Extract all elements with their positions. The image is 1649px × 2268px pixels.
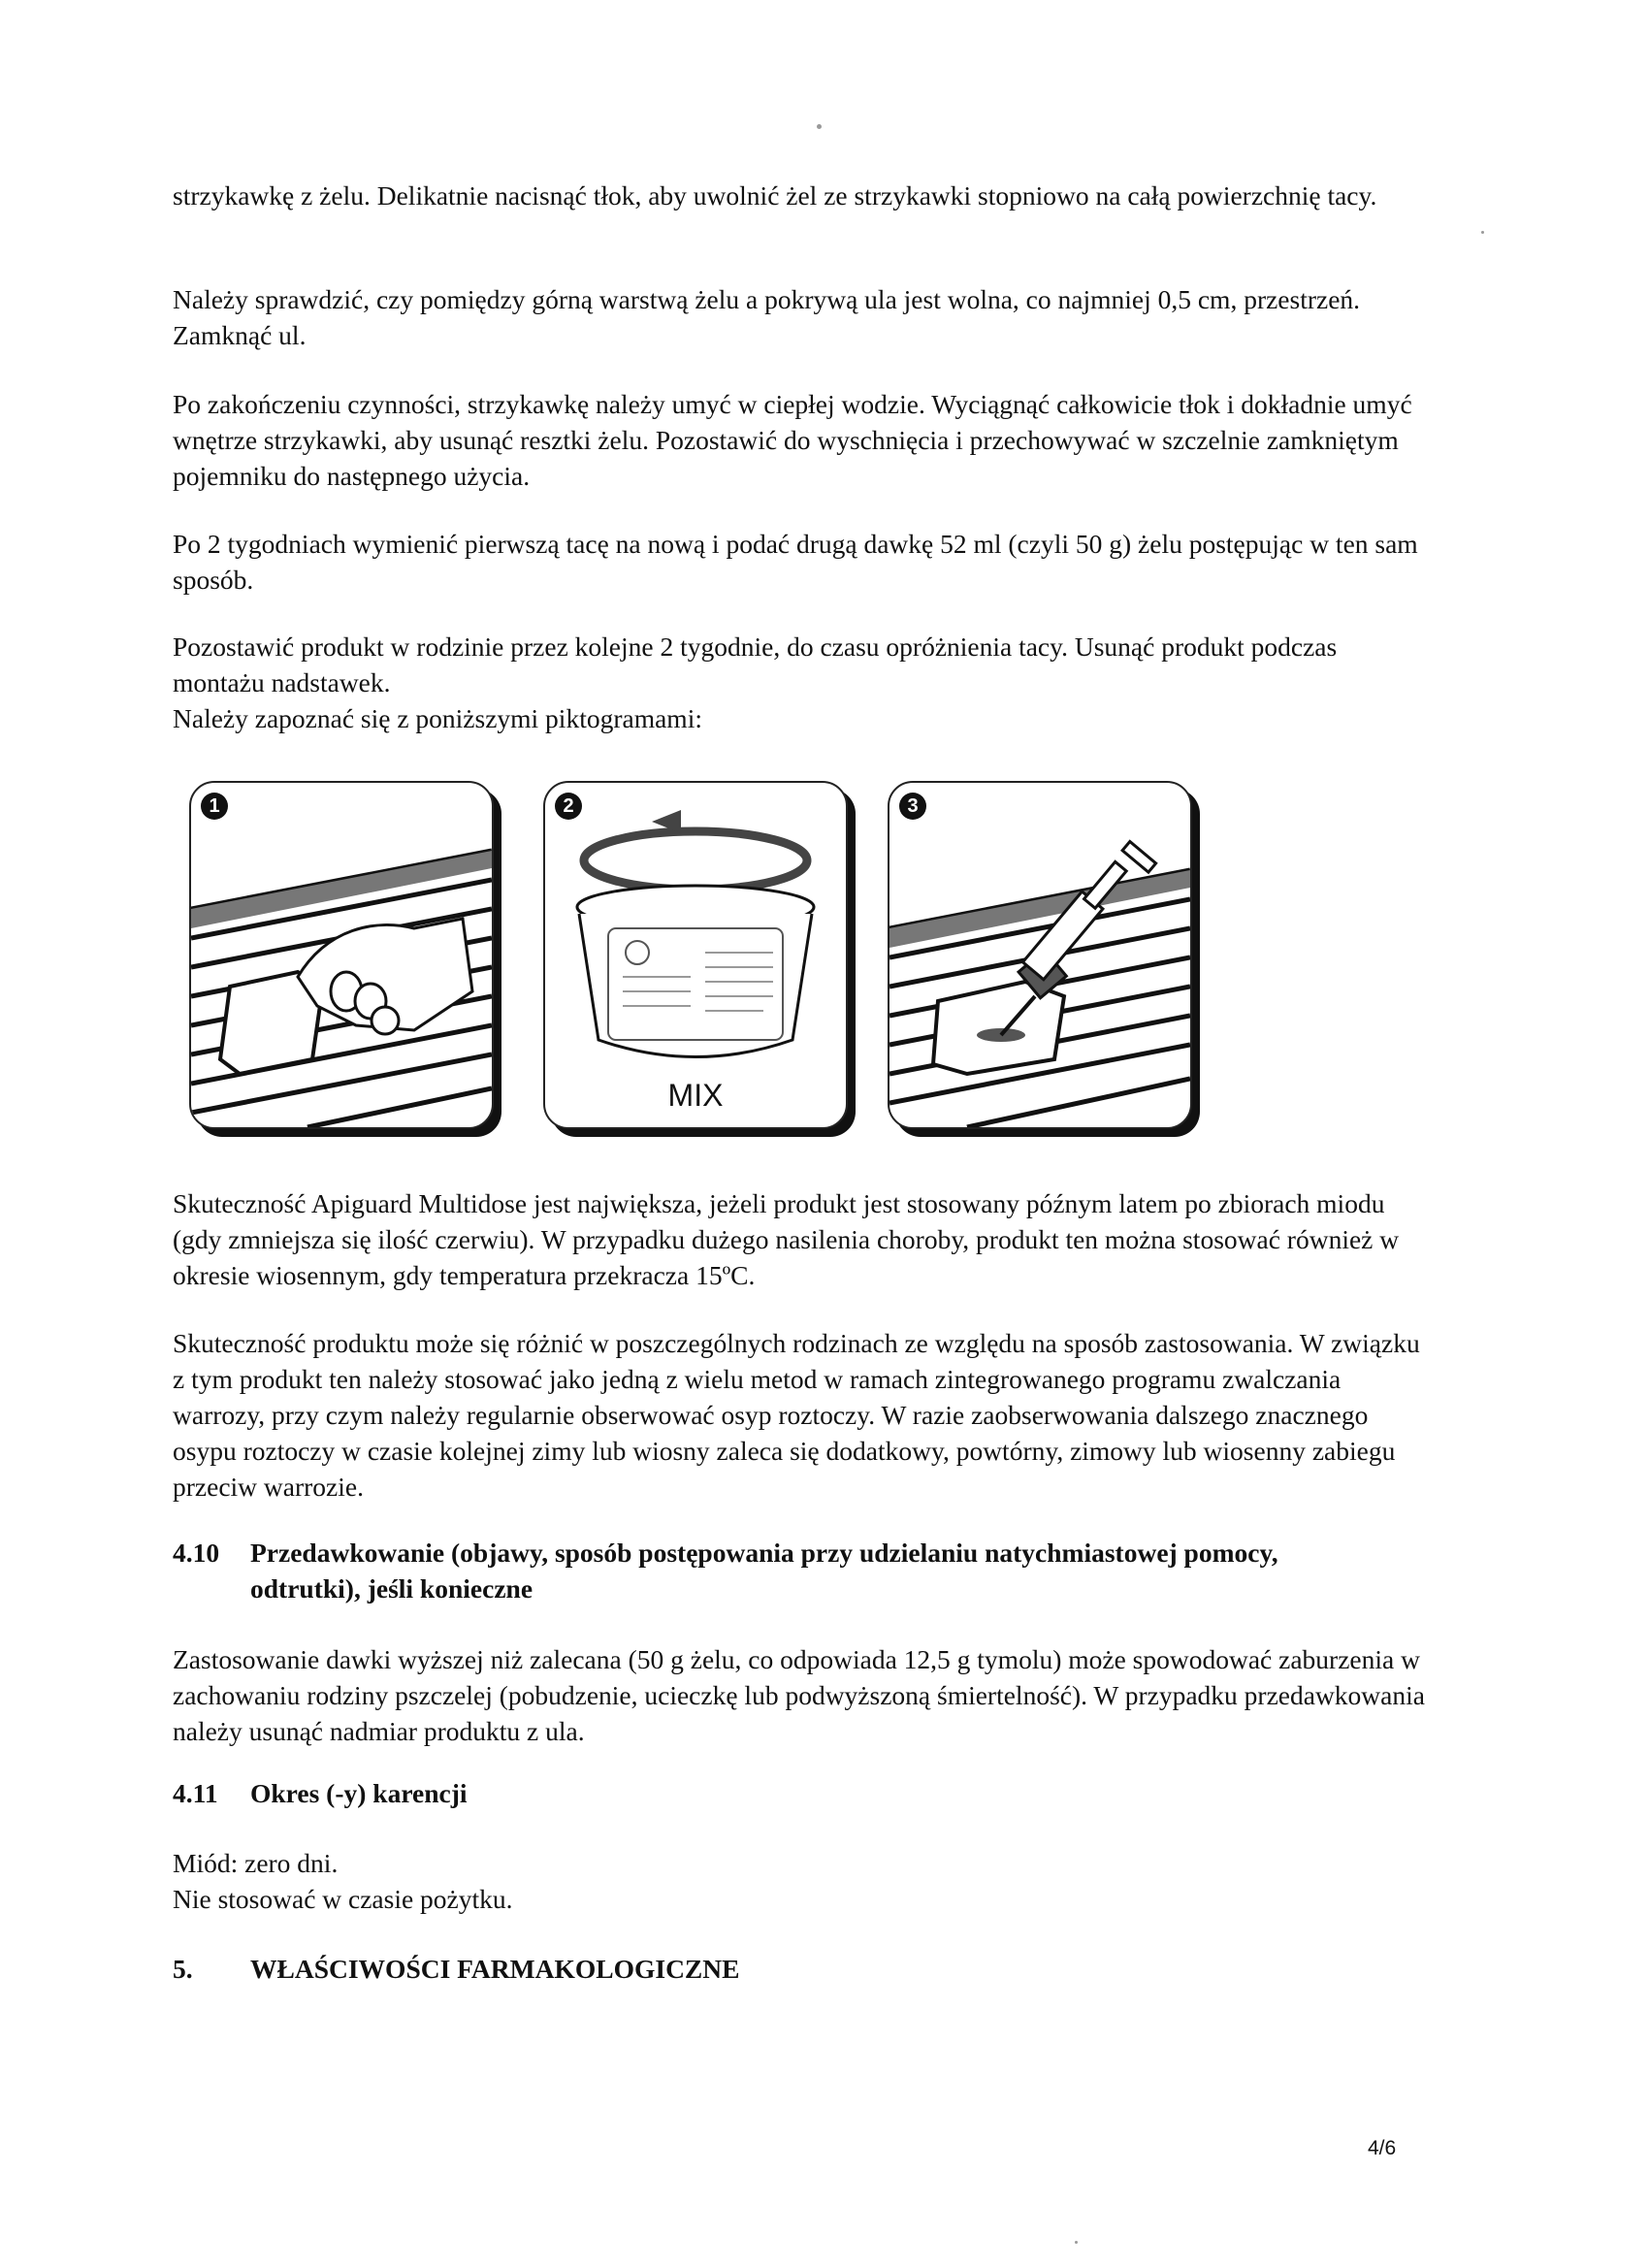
- step-number-badge: 2: [555, 793, 582, 820]
- mix-caption: MIX: [667, 1078, 724, 1113]
- paragraph-leave-product: Pozostawić produkt w rodzinie przez kolejne 2 tygodnie, do czasu opróżnienia tacy. Usunąć produkt podczas montażu nadstawek.: [173, 632, 1338, 697]
- section-5-heading: [173, 1951, 1463, 1987]
- section-title: Okres (-y) karencji: [250, 1778, 468, 1808]
- paragraph-variability: Skuteczność produktu może się różnić w poszczególnych rodzinach ze względu na sposób zastosowania. W związku z tym produkt ten należy stosować jako jedną z wielu metod w ramach zintegrowanego programu zwalczania warrozy, przy czym należy regularnie obserwować osyp roztoczy. W razie zaobserwowania dalszego znacznego osypu roztoczy w czasie kolejnej zimy lub wiosny zaleca się dodatkowy, powtórny, zimowy lub wiosenny zabiegu przeciw warrozie.: [173, 1328, 1420, 1502]
- paragraph-overdose: Zastosowanie dawki wyższej niż zalecana (50 g żelu, co odpowiada 12,5 g tymolu) może spowodować zaburzenia w zachowaniu rodziny pszczelej (pobudzenie, ucieczkę lub podwyższoną śmiertelność). W przypadku przedawkowania należy usunąć nadmiar produktu z ula.: [173, 1644, 1425, 1746]
- step-number-badge: 3: [899, 793, 926, 820]
- section-title-line2: odtrutki), jeśli konieczne: [250, 1573, 534, 1604]
- withdrawal-honey: Miód: zero dni.: [173, 1848, 339, 1878]
- syringe-dispensing-gel-icon: [889, 783, 1190, 1127]
- withdrawal-note: Nie stosować w czasie pożytku.: [173, 1884, 513, 1914]
- section-4-11-heading: [173, 1775, 1463, 1811]
- section-4-10-heading: [173, 1535, 1463, 1606]
- section-number: 4.10: [173, 1538, 220, 1568]
- hand-placing-tray-icon: [191, 783, 492, 1127]
- section-number: 5.: [173, 1954, 193, 1984]
- paragraph-effectiveness: Skuteczność Apiguard Multidose jest największa, jeżeli produkt jest stosowany późnym latem po zbiorach miodu (gdy zmniejsza się ilość czerwiu). W przypadku dużego nasilenia choroby, produkt ten można stosować również w okresie wiosennym, gdy temperatura przekracza 15ºC.: [173, 1188, 1400, 1290]
- scan-speck: [817, 124, 822, 129]
- paragraph-space-check: Należy sprawdzić, czy pomiędzy górną warstwą żelu a pokrywą ula jest wolna, co najmniej 0,5 cm, przestrzeń. Zamknąć ul.: [173, 284, 1361, 350]
- paragraph-syringe-application: strzykawkę z żelu. Delikatnie nacisnąć tłok, aby uwolnić żel ze strzykawki stopniowo na całą powierzchnię tacy.: [173, 180, 1377, 211]
- paragraph-pictogram-intro: Należy zapoznać się z poniższymi piktogramami:: [173, 703, 702, 733]
- pictogram-1: [189, 781, 494, 1129]
- pictogram-row: [189, 781, 1198, 1140]
- pictogram-2: [543, 781, 848, 1129]
- scan-speck: [1481, 231, 1484, 234]
- mix-container-icon: [545, 783, 846, 1127]
- paragraph-cleaning: Po zakończeniu czynności, strzykawkę należy umyć w ciepłej wodzie. Wyciągnąć całkowicie tłok i dokładnie umyć wnętrze strzykawki, aby usunąć resztki żelu. Pozostawić do wyschnięcia i przechowywać w szczelnie zamkniętym pojemniku do następnego użycia.: [173, 389, 1412, 491]
- step-number-badge: 1: [201, 793, 228, 820]
- section-number: 4.11: [173, 1778, 218, 1808]
- page-number: 4/6: [1368, 2137, 1397, 2159]
- section-title-line1: Przedawkowanie (objawy, sposób postępowania przy udzielaniu natychmiastowej pomocy,: [250, 1538, 1278, 1568]
- section-title: WŁAŚCIWOŚCI FARMAKOLOGICZNE: [250, 1954, 740, 1984]
- pictogram-3: [888, 781, 1192, 1129]
- scan-speck: [1075, 2241, 1078, 2244]
- paragraph-second-dose: Po 2 tygodniach wymienić pierwszą tacę na nową i podać drugą dawkę 52 ml (czyli 50 g) żelu postępując w ten sam sposób.: [173, 529, 1418, 595]
